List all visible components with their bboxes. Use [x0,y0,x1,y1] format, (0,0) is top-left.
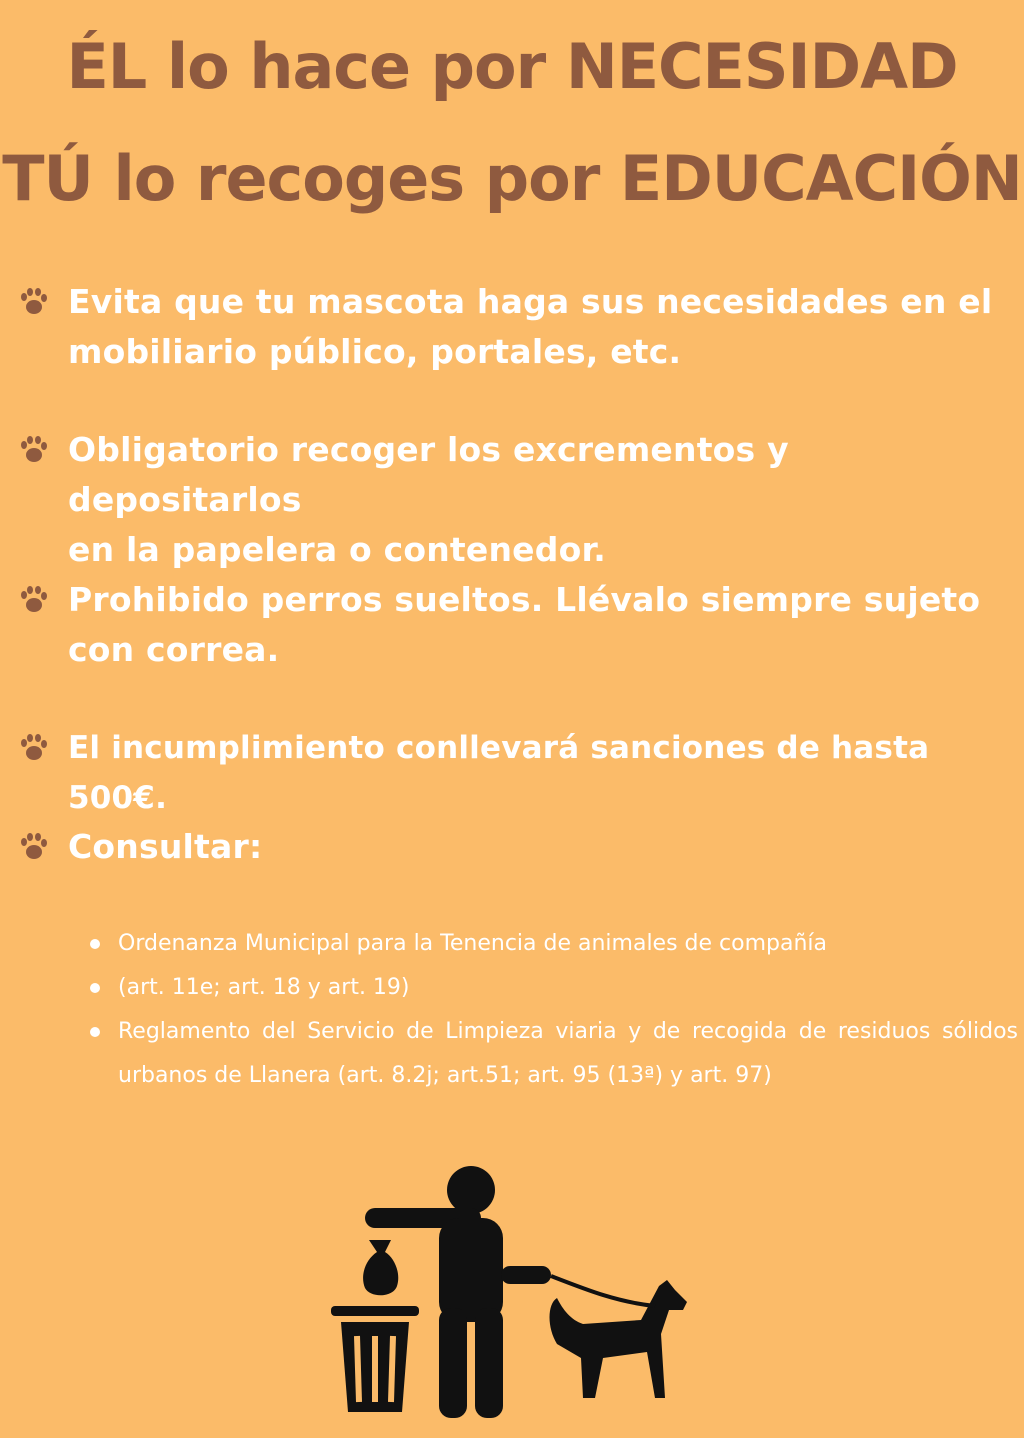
rule-text-line: mobiliario público, portales, etc. [68,332,682,371]
rule-text [68,822,262,872]
rule-text-line: Consultar: [68,827,263,866]
rule-text-line: con correa. [68,630,280,669]
paw-icon [18,733,48,763]
rule-item [18,277,1008,377]
rule-text [68,425,1008,575]
paw-icon [18,435,48,465]
person-leg [475,1308,503,1418]
rule-text-line: El incumplimiento conllevará sanciones de hasta 500€. [68,730,930,816]
headline-line-1: ÉL lo hace por NECESIDAD [66,30,958,103]
paw-icon [18,585,48,615]
rule-text-line: Evita que tu mascota haga sus necesidades en el [68,282,993,321]
rule-item [18,822,1008,872]
reference-item: Reglamento del Servicio de Limpieza viaria y de recogida de residuos sólidos urbanos de Llanera (art. 8.2j; art.51; art. 95 (13ª) y art. 97) [90,1010,1018,1098]
headline-line-2: TÚ lo recoges por EDUCACIÓN [2,142,1022,215]
reference-item: (art. 11e; art. 18 y art. 19) [90,966,1018,1010]
rule-item [18,575,1008,675]
person-hand [501,1266,551,1284]
rule-text-line: en la papelera o contenedor. [68,530,606,569]
person-head [447,1166,495,1214]
bag-icon [363,1240,398,1295]
rule-text [68,723,1008,823]
paw-icon [18,832,48,862]
bin-lid [331,1306,419,1316]
person-leg [439,1308,467,1418]
leash [551,1276,655,1306]
rule-text [68,575,980,675]
paw-icon [18,287,48,317]
person-torso [439,1218,503,1322]
reference-item: Ordenanza Municipal para la Tenencia de animales de compañía [90,922,1018,966]
rule-text [68,277,992,377]
rule-item [18,723,1008,823]
reference-list [90,922,1018,1098]
rule-text-line: Obligatorio recoger los excrementos y depositarlos [68,430,789,519]
person-dog-litter-bin-icon [325,1158,705,1418]
rule-item [18,425,1008,575]
rule-text-line: Prohibido perros sueltos. Llévalo siempre sujeto [68,580,981,619]
